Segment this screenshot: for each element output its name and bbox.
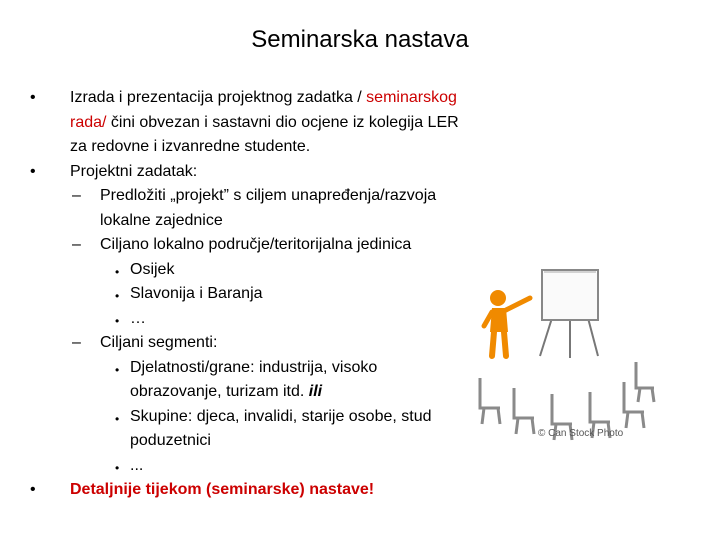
bullet-icon: • — [115, 411, 120, 426]
list-item-text: Ciljani segmenti: — [100, 334, 218, 351]
list-item-text-highlight: rada/ — [70, 113, 107, 131]
list-item — [0, 86, 720, 111]
sub-sub-list-item — [0, 356, 720, 381]
sub-sub-list-item — [0, 405, 720, 430]
list-item-continuation — [0, 111, 720, 136]
list-item-text: Osijek — [130, 260, 175, 278]
bullet-icon: • — [115, 313, 120, 328]
list-item-text: Skupine: djeca, invalidi, starije osobe, stud — [130, 407, 432, 425]
dash-icon: – — [72, 334, 81, 351]
list-item-continuation — [0, 429, 720, 454]
list-item-text-emphasis: ili — [308, 383, 323, 400]
list-item-text-highlight: seminarskog — [366, 89, 457, 106]
list-item — [0, 160, 720, 185]
dash-icon: – — [72, 236, 81, 253]
list-item — [0, 478, 720, 503]
bullet-icon: • — [30, 89, 36, 106]
list-item-text: Djelatnosti/grane: industrija, visoko — [130, 358, 378, 376]
slide-content — [0, 86, 720, 503]
list-item-text: poduzetnici — [130, 432, 211, 449]
bullet-icon: • — [30, 481, 36, 498]
sub-sub-list-item — [0, 282, 720, 307]
list-item-text: obrazovanje, turizam itd. — [130, 383, 309, 400]
list-item-text: Ciljano lokalno područje/teritorijalna jedinica — [100, 236, 412, 253]
dash-icon: – — [72, 187, 81, 204]
sub-sub-list-item — [0, 307, 720, 332]
list-item-text: … — [130, 309, 146, 327]
list-item-text: Izrada i prezentacija projektnog zadatka / — [70, 89, 367, 106]
list-item-text: ... — [130, 456, 144, 474]
bullet-icon: • — [30, 162, 36, 180]
bullet-icon: • — [115, 264, 120, 279]
list-item-continuation — [0, 209, 720, 234]
watermark-text: © Can Stock Photo — [538, 428, 624, 439]
list-item-continuation — [0, 380, 720, 405]
list-item-text: čini obvezan i sastavni dio ocjene iz kolegija LER — [106, 113, 459, 131]
page-title: Seminarska nastava — [251, 26, 469, 53]
sub-list-item — [0, 233, 720, 258]
list-item-text: Slavonija i Baranja — [130, 285, 263, 302]
sub-list-item — [0, 184, 720, 209]
bullet-icon: • — [115, 362, 120, 377]
sub-list-item — [0, 331, 720, 356]
list-item-text: Projektni zadatak: — [70, 162, 198, 180]
list-item-text: lokalne zajednice — [100, 211, 223, 229]
list-item-text-highlight: Detaljnije tijekom (seminarske) nastave! — [70, 481, 375, 498]
bullet-icon: • — [115, 289, 120, 303]
list-item-continuation — [0, 135, 720, 160]
sub-sub-list-item — [0, 454, 720, 479]
bullet-icon: • — [115, 460, 120, 475]
list-item-text: Predložiti „projekt” s ciljem unapređenja/razvoja — [100, 187, 437, 204]
list-item-text: za redovne i izvanredne studente. — [70, 138, 311, 155]
sub-sub-list-item — [0, 258, 720, 283]
